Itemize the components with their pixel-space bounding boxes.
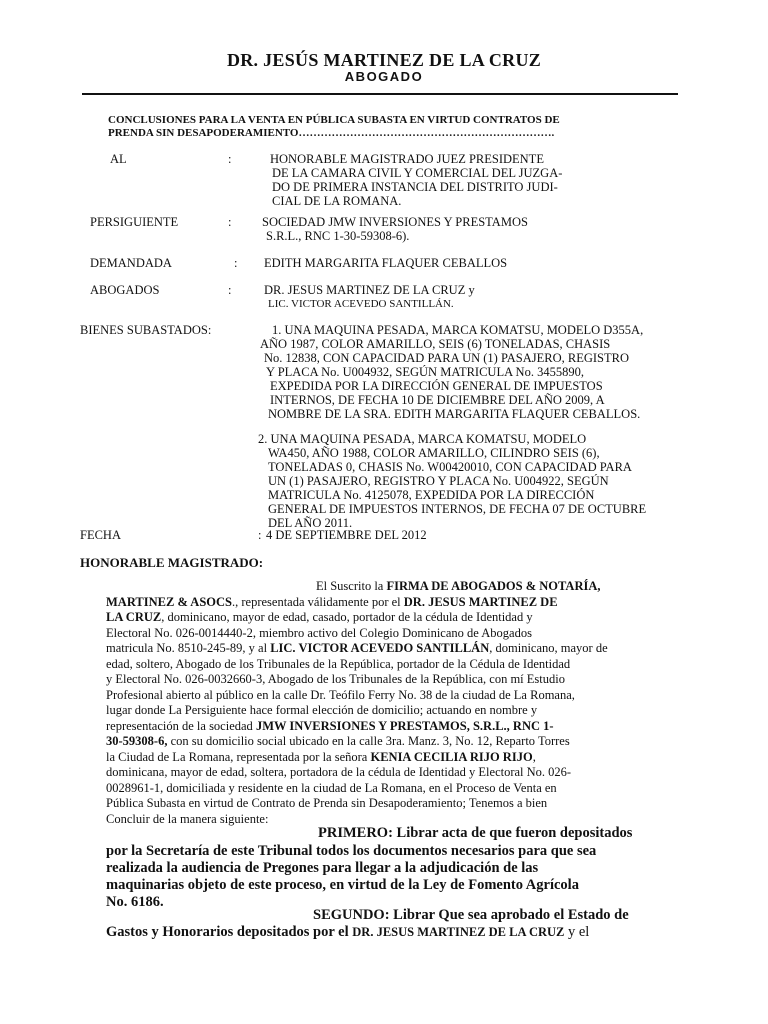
body-line: [106, 626, 532, 642]
segundo-text-end: y el: [564, 924, 590, 940]
salutation: HONORABLE MAGISTRADO:: [80, 555, 264, 570]
body-line: [106, 750, 536, 766]
field-colon-persiguiente: :: [228, 215, 232, 229]
body-text-bold: MARTINEZ & ASOCS: [106, 594, 232, 609]
bienes-item-1-line: No. 12838, CON CAPACIDAD PARA UN (1) PASAJERO, REGISTRO: [264, 351, 629, 365]
body-text: Pública Subasta en virtud de Contrato de Prenda sin Desapoderamiento; Tenemos a bien: [106, 796, 548, 810]
field-label-fecha: FECHA: [80, 528, 121, 542]
primero-line: por la Secretaría de este Tribunal todos los documentos necesarios para que sea: [106, 843, 597, 859]
conclusiones-heading-line-1: CONCLUSIONES PARA LA VENTA EN PÚBLICA SUBASTA EN VIRTUD CONTRATOS DE: [108, 114, 560, 126]
field-label-al: AL: [110, 152, 127, 166]
field-value-persiguiente-line: SOCIEDAD JMW INVERSIONES Y PRESTAMOS: [262, 215, 528, 229]
body-text: ., representada válidamente por el: [231, 594, 404, 609]
body-line: [106, 610, 533, 626]
body-text: Profesional abierto al público en la calle Dr. Teófilo Ferry No. 38 de la ciudad de La Romana,: [106, 687, 575, 702]
body-text-bold: LIC. VICTOR ACEVEDO SANTILLÁN: [270, 641, 490, 655]
body-line: [106, 703, 537, 719]
body-text: y Electoral No. 026-0032660-3, Abogado de los Tribunales de la República, con mí Estudio: [106, 672, 565, 686]
body-line: [106, 765, 571, 781]
primero-line: realizada la audiencia de Pregones para llegar a la adjudicación de las: [106, 860, 539, 876]
field-value-fecha: 4 DE SEPTIEMBRE DEL 2012: [266, 528, 427, 542]
body-text: , dominicano, mayor de edad, casado, portador de la cédula de Identidad y: [161, 610, 533, 624]
field-value-abogados-line: DR. JESUS MARTINEZ DE LA CRUZ y: [264, 283, 475, 297]
field-value-al-line: DE LA CAMARA CIVIL Y COMERCIAL DEL JUZGA-: [272, 166, 563, 180]
conclusiones-heading-line-2: PRENDA SIN DESAPODERAMIENTO…………………………………………………………….: [108, 127, 555, 139]
body-line: [106, 812, 268, 828]
body-text-bold: KENIA CECILIA RIJO RIJO: [370, 749, 533, 764]
body-text: edad, soltero, Abogado de los Tribunales de la República, portador de la Cédula de Identidad: [106, 656, 571, 671]
body-text-bold: JMW INVERSIONES Y PRESTAMOS, S.R.L., RNC 1-: [255, 718, 554, 733]
bienes-item-2-line: DEL AÑO 2011.: [268, 516, 353, 530]
body-line: [106, 641, 608, 657]
field-value-demandada: EDITH MARGARITA FLAQUER CEBALLOS: [264, 256, 508, 270]
segundo-name: DR. JESUS MARTINEZ DE LA CRUZ: [352, 925, 565, 939]
bienes-item-1-line: INTERNOS, DE FECHA 10 DE DICIEMBRE DEL AÑO 2009, A: [270, 393, 605, 407]
body-line: [106, 672, 565, 688]
field-colon-demandada: :: [234, 256, 238, 270]
body-text-bold: DR. JESUS MARTINEZ DE: [403, 594, 558, 609]
field-colon-abogados: :: [228, 283, 232, 297]
body-text: 0028961-1, domiciliada y residente en la ciudad de La Romana, en el Proceso de Venta en: [106, 780, 557, 795]
body-text-bold: LA CRUZ: [106, 610, 162, 624]
bienes-item-1-line: EXPEDIDA POR LA DIRECCIÓN GENERAL DE IMPUESTOS: [270, 379, 603, 393]
body-line: [106, 734, 570, 750]
bienes-item-1-line: 1. UNA MAQUINA PESADA, MARCA KOMATSU, MODELO D355A,: [272, 323, 644, 337]
field-label-bienes: BIENES SUBASTADOS:: [80, 323, 212, 337]
body-text-bold: 30-59308-6,: [106, 734, 168, 748]
body-text: matricula No. 8510-245-89, y al: [106, 641, 271, 655]
bienes-item-2-line: WA450, AÑO 1988, COLOR AMARILLO, CILINDRO SEIS (6),: [268, 446, 600, 460]
field-value-al-line: DO DE PRIMERA INSTANCIA DEL DISTRITO JUDI-: [272, 180, 558, 194]
body-line: [106, 781, 557, 797]
bienes-item-1-line: NOMBRE DE LA SRA. EDITH MARGARITA FLAQUER CEBALLOS.: [268, 407, 641, 421]
bienes-item-1-line: AÑO 1987, COLOR AMARILLO, SEIS (6) TONELADAS, CHASIS: [260, 337, 611, 351]
body-text: Concluir de la manera siguiente:: [106, 811, 269, 826]
field-value-abogados-line: LIC. VICTOR ACEVEDO SANTILLÁN.: [268, 298, 454, 310]
body-line: [316, 579, 601, 595]
body-line: [106, 719, 554, 735]
field-value-al-line: HONORABLE MAGISTRADO JUEZ PRESIDENTE: [270, 152, 544, 166]
field-label-abogados: ABOGADOS: [90, 283, 160, 297]
header-divider: [82, 93, 678, 95]
body-line: [106, 796, 547, 812]
body-text: lugar donde La Persiguiente hace formal elección de domicilio; actuando en nombre y: [106, 703, 538, 717]
segundo-line: SEGUNDO: Librar Que sea aprobado el Estado de: [313, 907, 629, 923]
segundo-text: Gastos y Honorarios depositados por el: [106, 924, 353, 940]
body-line: [106, 657, 570, 673]
document-title: DR. JESÚS MARTINEZ DE LA CRUZ: [226, 50, 542, 70]
segundo-line: [106, 924, 589, 941]
body-line: [106, 595, 558, 611]
field-value-persiguiente-line: S.R.L., RNC 1-30-59308-6).: [266, 229, 410, 243]
bienes-item-2-line: UN (1) PASAJERO, REGISTRO Y PLACA No. U004922, SEGÚN: [268, 474, 609, 488]
body-line: [106, 688, 575, 704]
field-label-demandada: DEMANDADA: [90, 256, 172, 270]
field-colon-fecha: :: [258, 528, 262, 542]
bienes-item-2-line: MATRICULA No. 4125078, EXPEDIDA POR LA DIRECCIÓN: [268, 488, 595, 502]
field-value-al-line: CIAL DE LA ROMANA.: [272, 194, 402, 208]
field-label-persiguiente: PERSIGUIENTE: [90, 215, 179, 229]
primero-line: No. 6186.: [106, 894, 164, 910]
document-subtitle: ABOGADO: [344, 69, 424, 84]
bienes-item-2-line: TONELADAS 0, CHASIS No. W00420010, CON CAPACIDAD PARA: [268, 460, 632, 474]
bienes-item-1-line: Y PLACA No. U004932, SEGÚN MATRICULA No. 3455890,: [266, 365, 584, 379]
primero-line: PRIMERO: Librar acta de que fueron depositados: [318, 825, 633, 841]
field-colon-al: :: [228, 152, 232, 166]
body-text: , dominicano, mayor de: [489, 641, 608, 655]
bienes-item-2-line: GENERAL DE IMPUESTOS INTERNOS, DE FECHA 07 DE OCTUBRE: [268, 502, 647, 516]
primero-line: maquinarias objeto de este proceso, en virtud de la Ley de Fomento Agrícola: [106, 877, 579, 893]
body-text: la Ciudad de La Romana, representada por la señora: [106, 749, 371, 764]
body-text: ,: [532, 749, 536, 764]
body-text: con su domicilio social ubicado en la calle 3ra. Manz. 3, No. 12, Reparto Torres: [167, 734, 570, 748]
body-text: El Suscrito la: [316, 579, 387, 593]
bienes-item-2-line: 2. UNA MAQUINA PESADA, MARCA KOMATSU, MODELO: [258, 432, 587, 446]
body-text-bold: FIRMA DE ABOGADOS & NOTARÍA,: [386, 579, 601, 593]
body-text: representación de la sociedad: [106, 718, 256, 733]
body-text: Electoral No. 026-0014440-2, miembro activo del Colegio Dominicano de Abogados: [106, 625, 532, 640]
body-text: dominicana, mayor de edad, soltera, portadora de la cédula de Identidad y Electoral No. 026-: [106, 765, 572, 779]
